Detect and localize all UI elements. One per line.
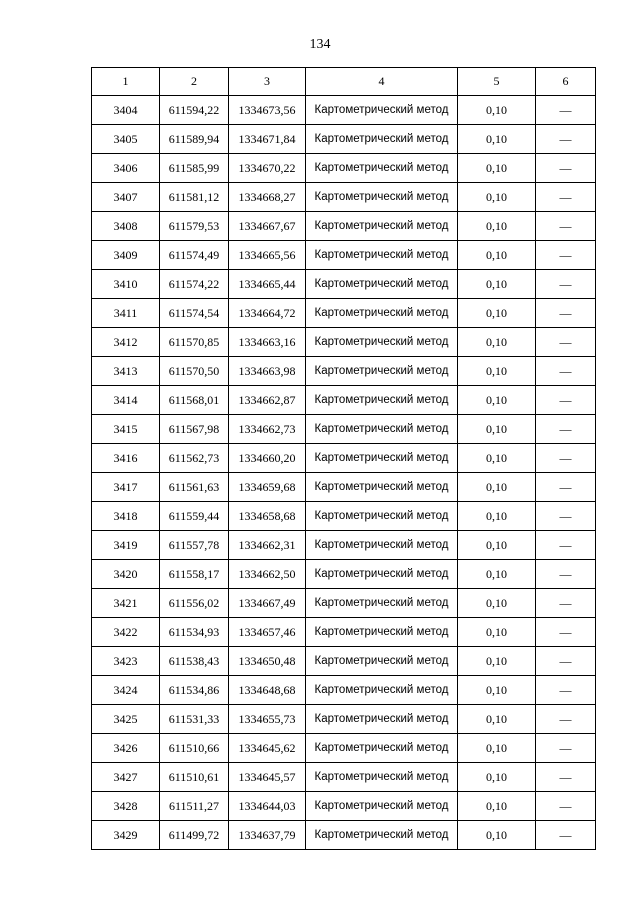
point-number-cell: 3407 [92, 183, 160, 212]
x-coordinate-cell: 611556,02 [160, 589, 229, 618]
accuracy-cell: 0,10 [458, 125, 536, 154]
table-row [92, 560, 596, 589]
accuracy-cell: 0,10 [458, 212, 536, 241]
accuracy-cell: 0,10 [458, 792, 536, 821]
point-number-cell: 3413 [92, 357, 160, 386]
x-coordinate-cell: 611534,86 [160, 676, 229, 705]
accuracy-cell: 0,10 [458, 183, 536, 212]
note-cell: — [536, 386, 596, 415]
x-coordinate-cell: 611558,17 [160, 560, 229, 589]
y-coordinate-cell: 1334637,79 [229, 821, 306, 850]
y-coordinate-cell: 1334664,72 [229, 299, 306, 328]
table-row [92, 357, 596, 386]
method-cell: Картометрический метод [306, 357, 458, 386]
y-coordinate-cell: 1334663,98 [229, 357, 306, 386]
method-cell: Картометрический метод [306, 589, 458, 618]
x-coordinate-cell: 611511,27 [160, 792, 229, 821]
method-cell: Картометрический метод [306, 560, 458, 589]
accuracy-cell: 0,10 [458, 357, 536, 386]
accuracy-cell: 0,10 [458, 299, 536, 328]
x-coordinate-cell: 611570,50 [160, 357, 229, 386]
header-col-4: 4 [306, 68, 458, 96]
x-coordinate-cell: 611585,99 [160, 154, 229, 183]
point-number-cell: 3418 [92, 502, 160, 531]
accuracy-cell: 0,10 [458, 444, 536, 473]
point-number-cell: 3414 [92, 386, 160, 415]
table-row [92, 154, 596, 183]
method-cell: Картометрический метод [306, 328, 458, 357]
accuracy-cell: 0,10 [458, 618, 536, 647]
x-coordinate-cell: 611570,85 [160, 328, 229, 357]
note-cell: — [536, 183, 596, 212]
y-coordinate-cell: 1334667,49 [229, 589, 306, 618]
method-cell: Картометрический метод [306, 415, 458, 444]
table-row [92, 444, 596, 473]
header-col-3: 3 [229, 68, 306, 96]
x-coordinate-cell: 611574,22 [160, 270, 229, 299]
method-cell: Картометрический метод [306, 386, 458, 415]
point-number-cell: 3420 [92, 560, 160, 589]
method-cell: Картометрический метод [306, 705, 458, 734]
method-cell: Картометрический метод [306, 183, 458, 212]
note-cell: — [536, 560, 596, 589]
accuracy-cell: 0,10 [458, 502, 536, 531]
note-cell: — [536, 676, 596, 705]
note-cell: — [536, 444, 596, 473]
table-header-row [92, 68, 596, 96]
point-number-cell: 3409 [92, 241, 160, 270]
point-number-cell: 3417 [92, 473, 160, 502]
x-coordinate-cell: 611567,98 [160, 415, 229, 444]
y-coordinate-cell: 1334673,56 [229, 96, 306, 125]
note-cell: — [536, 647, 596, 676]
method-cell: Картометрический метод [306, 270, 458, 299]
y-coordinate-cell: 1334650,48 [229, 647, 306, 676]
y-coordinate-cell: 1334645,57 [229, 763, 306, 792]
y-coordinate-cell: 1334667,67 [229, 212, 306, 241]
point-number-cell: 3427 [92, 763, 160, 792]
x-coordinate-cell: 611534,93 [160, 618, 229, 647]
x-coordinate-cell: 611574,49 [160, 241, 229, 270]
accuracy-cell: 0,10 [458, 154, 536, 183]
y-coordinate-cell: 1334662,50 [229, 560, 306, 589]
point-number-cell: 3425 [92, 705, 160, 734]
table-row [92, 647, 596, 676]
header-col-6: 6 [536, 68, 596, 96]
table-row [92, 763, 596, 792]
point-number-cell: 3411 [92, 299, 160, 328]
note-cell: — [536, 241, 596, 270]
method-cell: Картометрический метод [306, 502, 458, 531]
x-coordinate-cell: 611589,94 [160, 125, 229, 154]
note-cell: — [536, 792, 596, 821]
table-body [92, 96, 596, 850]
accuracy-cell: 0,10 [458, 270, 536, 299]
point-number-cell: 3412 [92, 328, 160, 357]
note-cell: — [536, 270, 596, 299]
y-coordinate-cell: 1334648,68 [229, 676, 306, 705]
method-cell: Картометрический метод [306, 212, 458, 241]
point-number-cell: 3408 [92, 212, 160, 241]
accuracy-cell: 0,10 [458, 676, 536, 705]
page-number: 134 [309, 37, 331, 52]
note-cell: — [536, 125, 596, 154]
table-row [92, 618, 596, 647]
note-cell: — [536, 212, 596, 241]
x-coordinate-cell: 611581,12 [160, 183, 229, 212]
y-coordinate-cell: 1334665,44 [229, 270, 306, 299]
accuracy-cell: 0,10 [458, 386, 536, 415]
method-cell: Картометрический метод [306, 647, 458, 676]
accuracy-cell: 0,10 [458, 328, 536, 357]
y-coordinate-cell: 1334662,73 [229, 415, 306, 444]
point-number-cell: 3415 [92, 415, 160, 444]
x-coordinate-cell: 611538,43 [160, 647, 229, 676]
note-cell: — [536, 473, 596, 502]
table-row [92, 676, 596, 705]
coordinates-table [91, 67, 596, 850]
table-row [92, 125, 596, 154]
accuracy-cell: 0,10 [458, 763, 536, 792]
note-cell: — [536, 589, 596, 618]
method-cell: Картометрический метод [306, 154, 458, 183]
y-coordinate-cell: 1334660,20 [229, 444, 306, 473]
table-row [92, 705, 596, 734]
y-coordinate-cell: 1334670,22 [229, 154, 306, 183]
point-number-cell: 3428 [92, 792, 160, 821]
y-coordinate-cell: 1334644,03 [229, 792, 306, 821]
y-coordinate-cell: 1334662,87 [229, 386, 306, 415]
header-col-5: 5 [458, 68, 536, 96]
method-cell: Картометрический метод [306, 96, 458, 125]
table-row [92, 792, 596, 821]
note-cell: — [536, 154, 596, 183]
x-coordinate-cell: 611510,66 [160, 734, 229, 763]
x-coordinate-cell: 611562,73 [160, 444, 229, 473]
table-row [92, 328, 596, 357]
y-coordinate-cell: 1334671,84 [229, 125, 306, 154]
y-coordinate-cell: 1334659,68 [229, 473, 306, 502]
note-cell: — [536, 531, 596, 560]
accuracy-cell: 0,10 [458, 647, 536, 676]
point-number-cell: 3424 [92, 676, 160, 705]
y-coordinate-cell: 1334655,73 [229, 705, 306, 734]
point-number-cell: 3423 [92, 647, 160, 676]
accuracy-cell: 0,10 [458, 415, 536, 444]
method-cell: Картометрический метод [306, 444, 458, 473]
x-coordinate-cell: 611499,72 [160, 821, 229, 850]
note-cell: — [536, 502, 596, 531]
method-cell: Картометрический метод [306, 473, 458, 502]
method-cell: Картометрический метод [306, 821, 458, 850]
table-row [92, 473, 596, 502]
table-row [92, 96, 596, 125]
accuracy-cell: 0,10 [458, 531, 536, 560]
note-cell: — [536, 328, 596, 357]
x-coordinate-cell: 611559,44 [160, 502, 229, 531]
y-coordinate-cell: 1334645,62 [229, 734, 306, 763]
x-coordinate-cell: 611579,53 [160, 212, 229, 241]
point-number-cell: 3410 [92, 270, 160, 299]
point-number-cell: 3421 [92, 589, 160, 618]
method-cell: Картометрический метод [306, 125, 458, 154]
header-col-2: 2 [160, 68, 229, 96]
note-cell: — [536, 705, 596, 734]
note-cell: — [536, 618, 596, 647]
y-coordinate-cell: 1334663,16 [229, 328, 306, 357]
table-row [92, 386, 596, 415]
point-number-cell: 3404 [92, 96, 160, 125]
note-cell: — [536, 734, 596, 763]
table-row [92, 270, 596, 299]
x-coordinate-cell: 611568,01 [160, 386, 229, 415]
x-coordinate-cell: 611561,63 [160, 473, 229, 502]
point-number-cell: 3422 [92, 618, 160, 647]
method-cell: Картометрический метод [306, 763, 458, 792]
table-row [92, 183, 596, 212]
y-coordinate-cell: 1334657,46 [229, 618, 306, 647]
accuracy-cell: 0,10 [458, 96, 536, 125]
table-row [92, 734, 596, 763]
method-cell: Картометрический метод [306, 676, 458, 705]
method-cell: Картометрический метод [306, 299, 458, 328]
method-cell: Картометрический метод [306, 618, 458, 647]
accuracy-cell: 0,10 [458, 589, 536, 618]
method-cell: Картометрический метод [306, 241, 458, 270]
method-cell: Картометрический метод [306, 734, 458, 763]
point-number-cell: 3419 [92, 531, 160, 560]
y-coordinate-cell: 1334662,31 [229, 531, 306, 560]
point-number-cell: 3405 [92, 125, 160, 154]
table-row [92, 299, 596, 328]
note-cell: — [536, 415, 596, 444]
x-coordinate-cell: 611594,22 [160, 96, 229, 125]
y-coordinate-cell: 1334658,68 [229, 502, 306, 531]
point-number-cell: 3426 [92, 734, 160, 763]
table-row [92, 531, 596, 560]
x-coordinate-cell: 611531,33 [160, 705, 229, 734]
note-cell: — [536, 357, 596, 386]
accuracy-cell: 0,10 [458, 241, 536, 270]
table-row [92, 241, 596, 270]
x-coordinate-cell: 611557,78 [160, 531, 229, 560]
accuracy-cell: 0,10 [458, 705, 536, 734]
table-row [92, 821, 596, 850]
accuracy-cell: 0,10 [458, 560, 536, 589]
x-coordinate-cell: 611574,54 [160, 299, 229, 328]
accuracy-cell: 0,10 [458, 821, 536, 850]
point-number-cell: 3416 [92, 444, 160, 473]
x-coordinate-cell: 611510,61 [160, 763, 229, 792]
note-cell: — [536, 96, 596, 125]
header-col-1: 1 [92, 68, 160, 96]
note-cell: — [536, 299, 596, 328]
note-cell: — [536, 821, 596, 850]
table-row [92, 502, 596, 531]
y-coordinate-cell: 1334668,27 [229, 183, 306, 212]
y-coordinate-cell: 1334665,56 [229, 241, 306, 270]
point-number-cell: 3406 [92, 154, 160, 183]
table-row [92, 415, 596, 444]
note-cell: — [536, 763, 596, 792]
accuracy-cell: 0,10 [458, 734, 536, 763]
point-number-cell: 3429 [92, 821, 160, 850]
method-cell: Картометрический метод [306, 531, 458, 560]
table-row [92, 589, 596, 618]
method-cell: Картометрический метод [306, 792, 458, 821]
table-row [92, 212, 596, 241]
accuracy-cell: 0,10 [458, 473, 536, 502]
